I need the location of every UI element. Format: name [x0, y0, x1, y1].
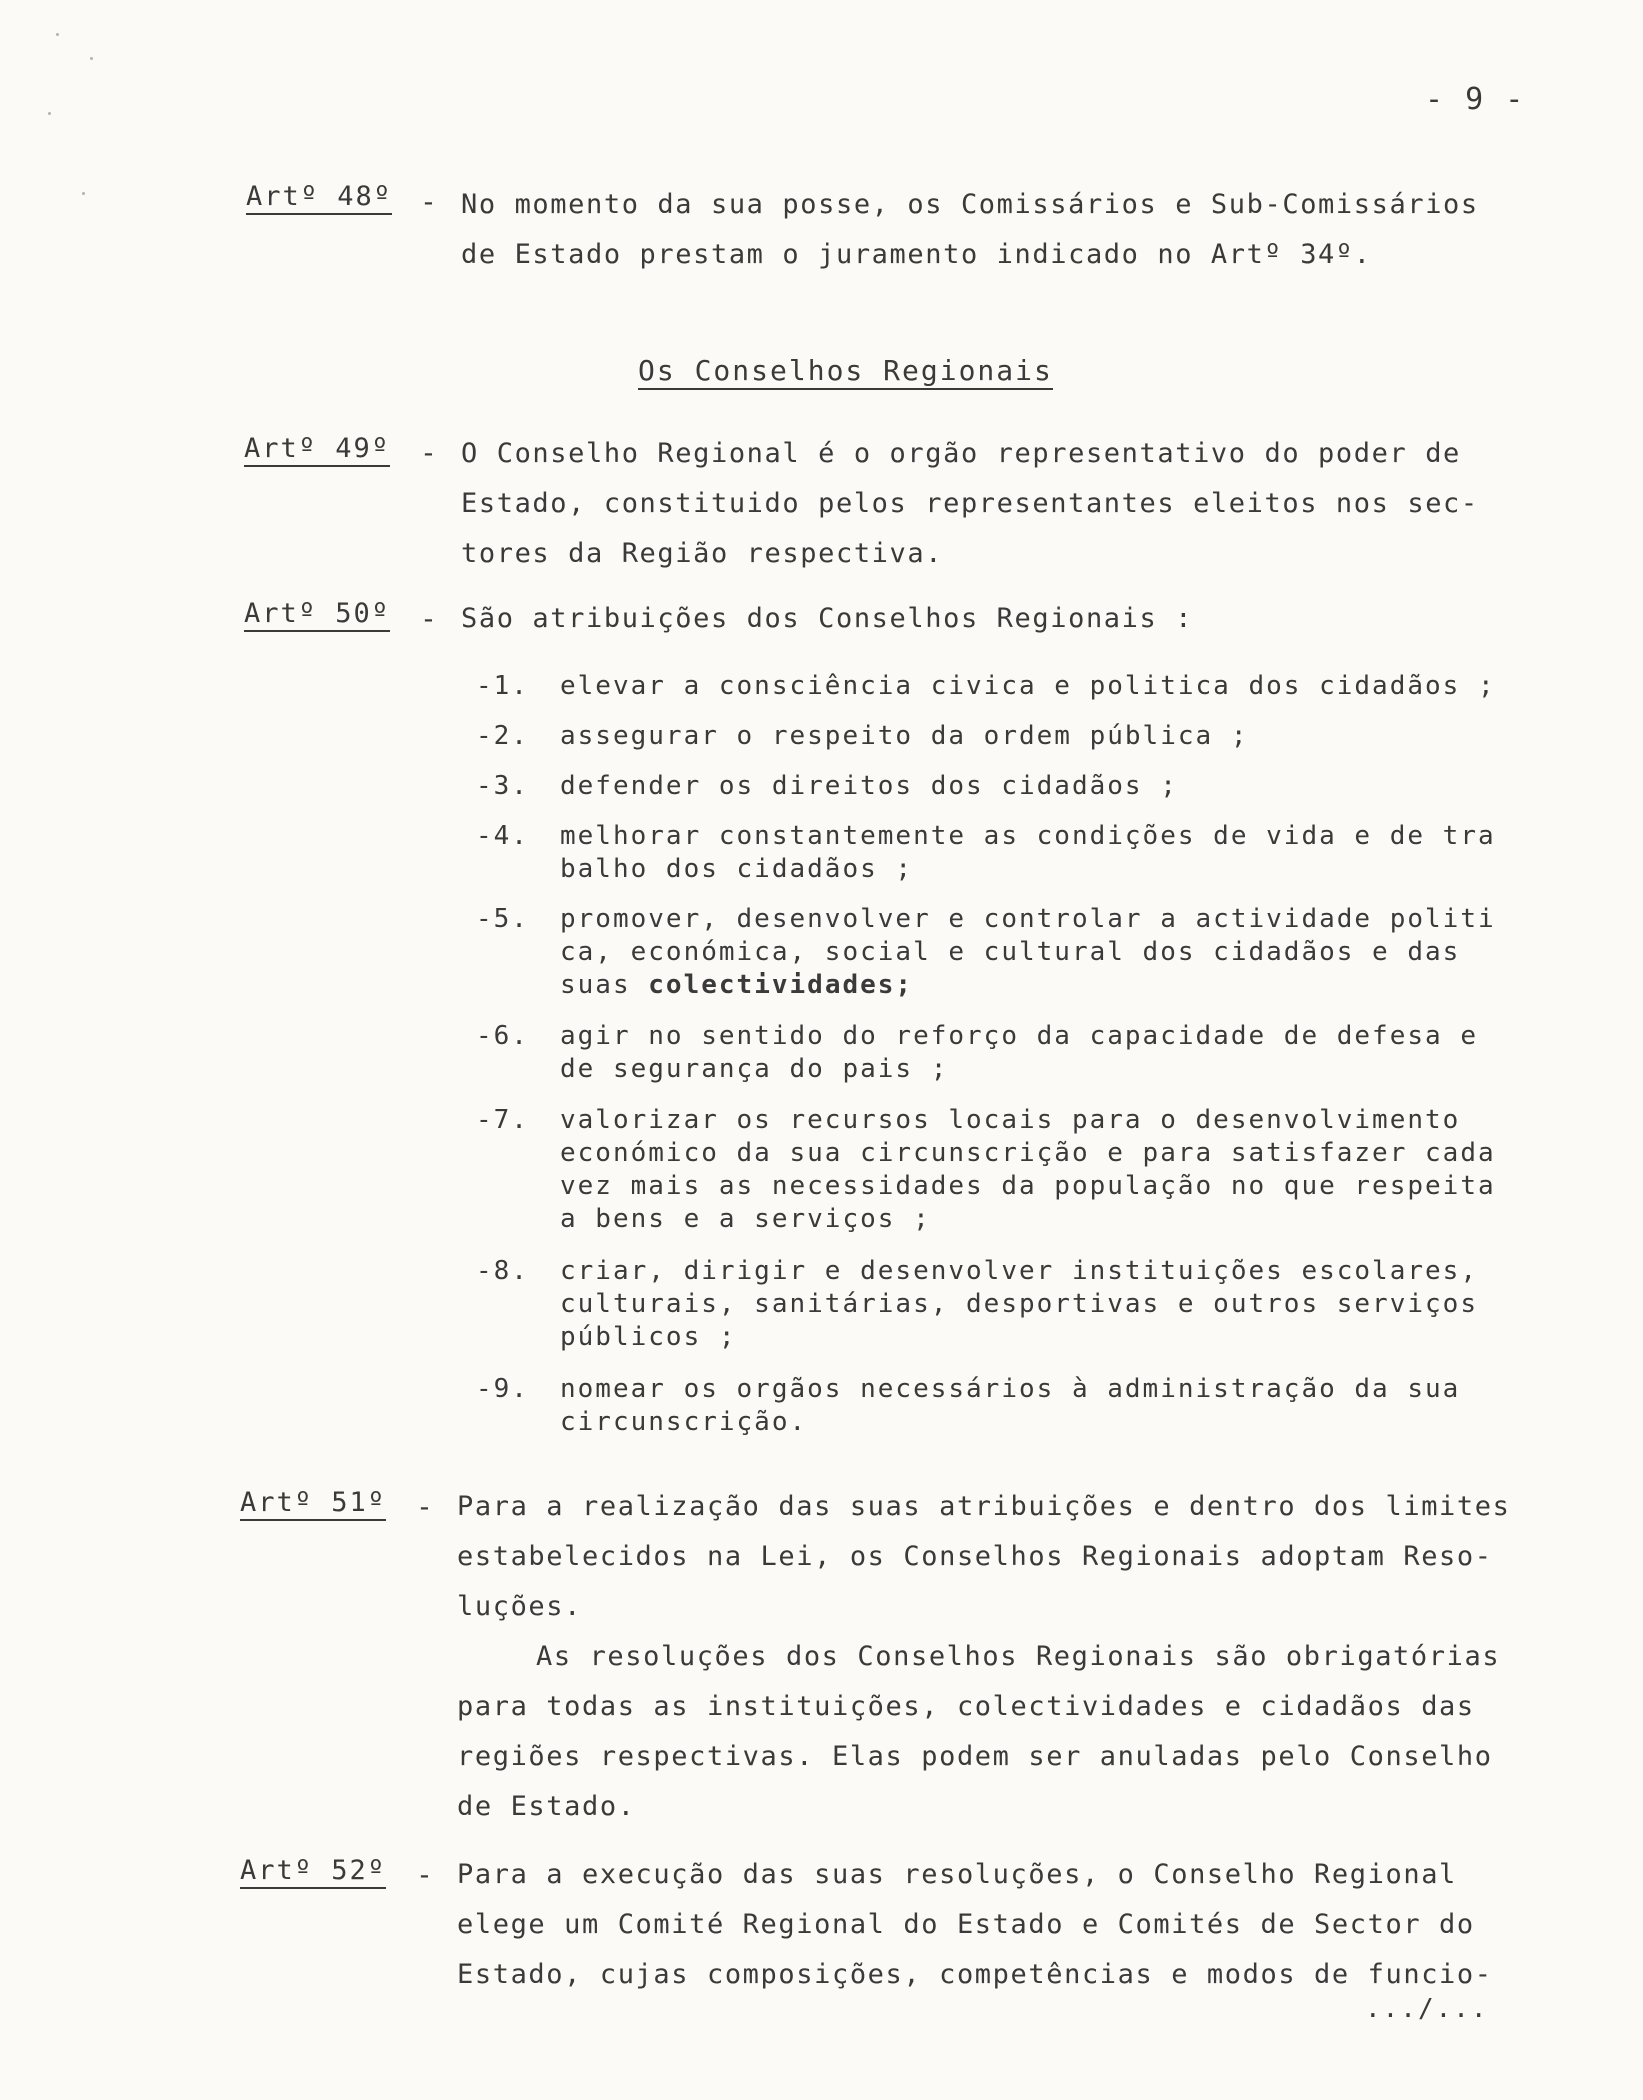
page-number: - 9 -	[1425, 82, 1526, 117]
text-line: O Conselho Regional é o orgão representativo do poder de	[461, 438, 1461, 469]
text-line: assegurar o respeito da ordem pública ;	[560, 721, 1249, 751]
text-line: elevar a consciência civica e politica dos cidadãos ;	[560, 671, 1496, 701]
text-line: vez mais as necessidades da população no que respeita	[560, 1171, 1496, 1201]
text-line: elege um Comité Regional do Estado e Comités de Sector do	[457, 1909, 1475, 1940]
article-50-intro: São atribuições dos Conselhos Regionais :	[461, 603, 1194, 634]
text-line: Para a realização das suas atribuições e dentro dos limites	[457, 1491, 1511, 1522]
paper-speck	[56, 33, 59, 36]
text-line: de segurança do pais ;	[560, 1054, 949, 1084]
text-line: regiões respectivas. Elas podem ser anuladas pelo Conselho	[457, 1741, 1493, 1772]
text-line: nomear os orgãos necessários à administração da sua	[560, 1374, 1461, 1404]
article-label-48: Artº 48º	[246, 181, 392, 215]
article-dash: -	[416, 1858, 433, 1891]
list-item	[476, 903, 1496, 1002]
article-48-text	[461, 180, 1479, 280]
article-51-text	[457, 1482, 1510, 1832]
text-line: Estado, constituido pelos representantes eleitos nos sec-	[461, 488, 1479, 519]
article-52-text	[457, 1850, 1493, 2000]
text-line: Estado, cujas composições, competências e modos de funcio-	[457, 1959, 1493, 1990]
section-heading: Os Conselhos Regionais	[638, 354, 1053, 390]
text-line: agir no sentido do reforço da capacidade de defesa e	[560, 1021, 1478, 1051]
item-text	[560, 1255, 1478, 1354]
text-line: circunscrição.	[560, 1407, 808, 1437]
article-dash: -	[420, 602, 437, 635]
list-item	[476, 1020, 1478, 1086]
item-text	[560, 1020, 1478, 1086]
item-number: -9.	[476, 1374, 529, 1404]
article-label-52: Artº 52º	[240, 1855, 386, 1889]
paper-speck	[82, 192, 85, 195]
item-number: -2.	[476, 721, 529, 751]
article-dash: -	[416, 1490, 433, 1523]
text-line: culturais, sanitárias, desportivas e outros serviços	[560, 1289, 1478, 1319]
list-item	[476, 670, 1496, 703]
list-item	[476, 1373, 1460, 1439]
text-line: a bens e a serviços ;	[560, 1204, 931, 1234]
list-item	[476, 1255, 1478, 1354]
continuation-mark: .../...	[1365, 1994, 1489, 2024]
text-line: defender os direitos dos cidadãos ;	[560, 771, 1178, 801]
text-line: No momento da sua posse, os Comissários e Sub-Comissários	[461, 189, 1479, 220]
list-item	[476, 720, 1248, 753]
item-text	[560, 770, 1178, 803]
text-line: tores da Região respectiva.	[461, 538, 944, 569]
item-text	[560, 820, 1496, 886]
item-number: -5.	[476, 904, 529, 934]
text-line: As resoluções dos Conselhos Regionais são obrigatórias	[536, 1641, 1501, 1672]
item-text	[560, 1104, 1496, 1236]
item-text	[560, 670, 1496, 703]
text-line: ca, económica, social e cultural dos cidadãos e das	[560, 937, 1461, 967]
item-number: -6.	[476, 1021, 529, 1051]
item-text	[560, 720, 1248, 753]
article-dash: -	[420, 185, 437, 218]
list-item	[476, 770, 1178, 803]
text-fragment: suas	[560, 970, 649, 1000]
text-line: balho dos cidadãos ;	[560, 854, 914, 884]
text-line	[560, 969, 1496, 1002]
item-number: -1.	[476, 671, 529, 701]
bold-text: colectividades;	[648, 970, 914, 1000]
item-text	[560, 1373, 1460, 1439]
article-label-49: Artº 49º	[244, 433, 390, 467]
text-line: melhorar constantemente as condições de vida e de tra	[560, 821, 1496, 851]
text-line: económico da sua circunscrição e para satisfazer cada	[560, 1138, 1496, 1168]
list-item	[476, 1104, 1496, 1236]
paper-speck	[90, 57, 93, 60]
text-line: para todas as instituições, colectividades e cidadãos das	[457, 1691, 1475, 1722]
text-line: estabelecidos na Lei, os Conselhos Regionais adoptam Reso-	[457, 1541, 1493, 1572]
item-number: -7.	[476, 1105, 529, 1135]
article-label-50: Artº 50º	[244, 598, 390, 632]
text-line: criar, dirigir e desenvolver instituições escolares,	[560, 1256, 1478, 1286]
item-number: -3.	[476, 771, 529, 801]
text-line: promover, desenvolver e controlar a actividade politi	[560, 904, 1496, 934]
text-line: Para a execução das suas resoluções, o Conselho Regional	[457, 1859, 1457, 1890]
item-text	[560, 903, 1496, 1002]
text-line: luções.	[457, 1591, 582, 1622]
article-49-text	[461, 429, 1479, 579]
list-item	[476, 820, 1496, 886]
text-line: públicos ;	[560, 1322, 737, 1352]
text-line: de Estado prestam o juramento indicado no Artº 34º.	[461, 239, 1372, 270]
item-number: -4.	[476, 821, 529, 851]
item-number: -8.	[476, 1256, 529, 1286]
article-dash: -	[420, 436, 437, 469]
text-line: valorizar os recursos locais para o desenvolvimento	[560, 1105, 1461, 1135]
article-label-51: Artº 51º	[240, 1487, 386, 1521]
paper-speck	[48, 112, 51, 115]
text-line: de Estado.	[457, 1791, 636, 1822]
